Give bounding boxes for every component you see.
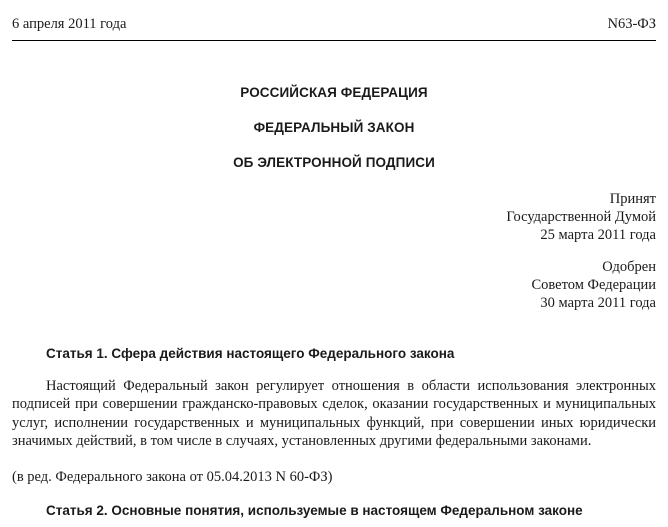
adoption-status: Принят (609, 191, 656, 207)
document-date: 6 апреля 2011 года (12, 16, 127, 32)
article-1-amendment[interactable]: (в ред. Федерального закона от 05.04.2013 N 60-ФЗ) (12, 469, 333, 485)
law-name-title: ОБ ЭЛЕКТРОННОЙ ПОДПИСИ (233, 155, 435, 170)
country-title: РОССИЙСКАЯ ФЕДЕРАЦИЯ (240, 85, 428, 100)
approval-status: Одобрен (602, 259, 656, 275)
document-header (12, 16, 656, 41)
adoption-date: 25 марта 2011 года (540, 227, 656, 243)
law-type-title: ФЕДЕРАЛЬНЫЙ ЗАКОН (253, 120, 415, 135)
approval-block (531, 258, 656, 312)
document-number: N63-ФЗ (607, 16, 656, 32)
approval-date: 30 марта 2011 года (540, 295, 656, 311)
article-1-heading: Статья 1. Сфера действия настоящего Федерального закона (46, 346, 455, 361)
article-2-heading: Статья 2. Основные понятия, используемые в настоящем Федеральном законе (46, 503, 583, 518)
adoption-body: Государственной Думой (506, 209, 656, 225)
article-1-text: Настоящий Федеральный закон регулирует отношения в области использования электронных подписей при совершении гражданско-правовых сделок, оказании государственных и муниципальных услуг, исполнении государственных и муниципальных функций, при совершении иных юридически значимых действий, в том числе в случаях, установленных другими федеральными законами. (12, 378, 656, 449)
adoption-block (506, 190, 656, 244)
approval-body: Советом Федерации (531, 277, 656, 293)
